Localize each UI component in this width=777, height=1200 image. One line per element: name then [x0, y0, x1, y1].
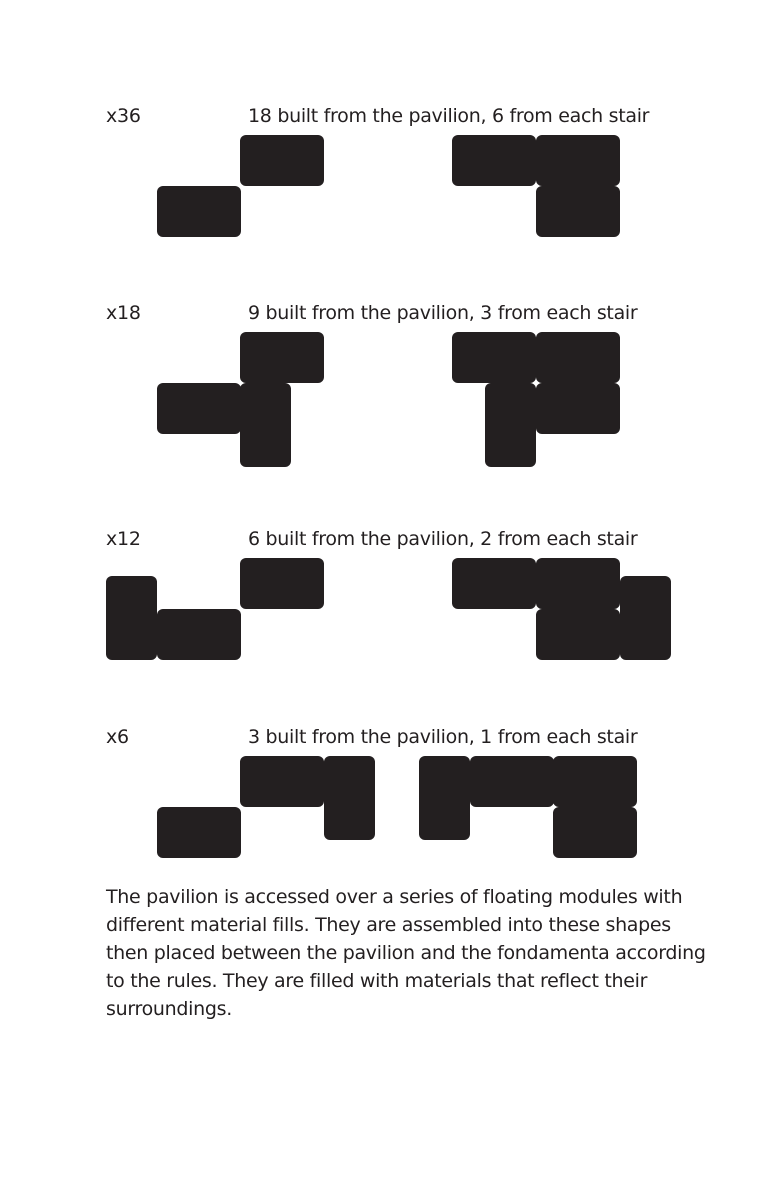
module-block [157, 807, 241, 858]
module-block [485, 383, 536, 467]
module-block [324, 756, 375, 840]
module-block [419, 756, 470, 840]
module-block [470, 756, 554, 807]
module-block [536, 186, 620, 237]
module-description: 6 built from the pavilion, 2 from each stair [248, 528, 638, 550]
module-block [240, 756, 324, 807]
module-block [452, 332, 536, 383]
module-block [536, 383, 620, 434]
module-count: x12 [106, 528, 141, 550]
module-block [452, 558, 536, 609]
module-block [240, 135, 324, 186]
module-block [553, 807, 637, 858]
module-block [553, 756, 637, 807]
module-count: x6 [106, 726, 129, 748]
module-count: x18 [106, 302, 141, 324]
module-block [536, 609, 620, 660]
module-description: 18 built from the pavilion, 6 from each stair [248, 105, 650, 127]
module-block [536, 135, 620, 186]
module-block [157, 609, 241, 660]
module-count: x36 [106, 105, 141, 127]
module-block [452, 135, 536, 186]
module-description: 9 built from the pavilion, 3 from each stair [248, 302, 638, 324]
module-block [240, 558, 324, 609]
module-description: 3 built from the pavilion, 1 from each stair [248, 726, 638, 748]
module-block [157, 186, 241, 237]
module-block [240, 383, 291, 467]
module-block [240, 332, 324, 383]
caption-text: The pavilion is accessed over a series of floating modules with different material fills. They are assembled into these shapes then placed between the pavilion and the fondamenta according to the rules. They are filled with materials that reflect their surroundings. [106, 886, 706, 1020]
module-block [157, 383, 241, 434]
module-block [106, 576, 157, 660]
module-block [536, 558, 620, 609]
module-block [536, 332, 620, 383]
module-block [620, 576, 671, 660]
